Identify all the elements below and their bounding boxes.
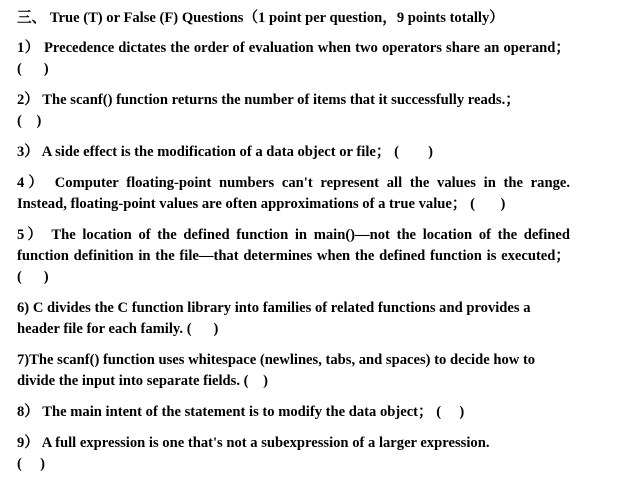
question-text: Computer floating-point numbers can't represent all the values in the range. Instead, floating-point values are often approximations of a true value； — [17, 175, 570, 212]
question-number: 5） — [17, 227, 45, 243]
answer-blank[interactable]: ( ) — [470, 196, 506, 212]
question-text: A full expression is one that's not a subexpression of a larger expression. — [41, 435, 490, 451]
question-3 — [17, 142, 570, 163]
question-text: The scanf() function returns the number of items that it successfully reads.； — [42, 92, 520, 108]
answer-blank[interactable]: ( ) — [436, 404, 465, 420]
question-number: 7) — [17, 352, 30, 368]
question-4 — [17, 173, 570, 215]
answer-blank[interactable]: ( ) — [17, 269, 49, 285]
question-number: 3） — [17, 144, 39, 160]
answer-blank[interactable]: ( ) — [17, 456, 45, 472]
question-text: Precedence dictates the order of evaluation when two operators share an operand； — [43, 40, 570, 56]
section-heading: 三、 True (T) or False (F) Questions（1 point per question，9 points totally） — [17, 10, 504, 26]
answer-blank[interactable]: ( ) — [394, 144, 434, 160]
question-7 — [17, 350, 570, 392]
question-text: A side effect is the modification of a data object or file； — [41, 144, 391, 160]
question-6 — [17, 298, 570, 340]
question-5 — [17, 225, 570, 288]
question-text: The main intent of the statement is to modify the data object； — [42, 404, 433, 420]
question-text: The location of the defined function in main()—not the location of the defined function definition in the file—that determines when the defined function is executed； — [17, 227, 570, 264]
question-1 — [17, 38, 570, 80]
question-2 — [17, 90, 570, 132]
question-number: 8） — [17, 404, 39, 420]
question-8 — [17, 402, 570, 423]
question-number: 2） — [17, 92, 39, 108]
answer-blank[interactable]: ( ) — [186, 321, 219, 337]
answer-blank[interactable]: ( ) — [243, 373, 268, 389]
question-number: 4） — [17, 175, 48, 191]
question-text: The scanf() function uses whitespace (newlines, tabs, and spaces) to decide how to divide the input into separate fields. — [17, 352, 536, 389]
question-sheet — [17, 8, 570, 485]
answer-blank[interactable]: ( ) — [17, 61, 49, 77]
question-number: 6) — [17, 300, 30, 316]
question-text: C divides the C function library into families of related functions and provides a header file for each family. — [17, 300, 531, 337]
question-number: 9） — [17, 435, 39, 451]
answer-blank[interactable]: ( ) — [17, 113, 42, 129]
question-9 — [17, 433, 570, 475]
question-number: 1） — [17, 40, 40, 56]
